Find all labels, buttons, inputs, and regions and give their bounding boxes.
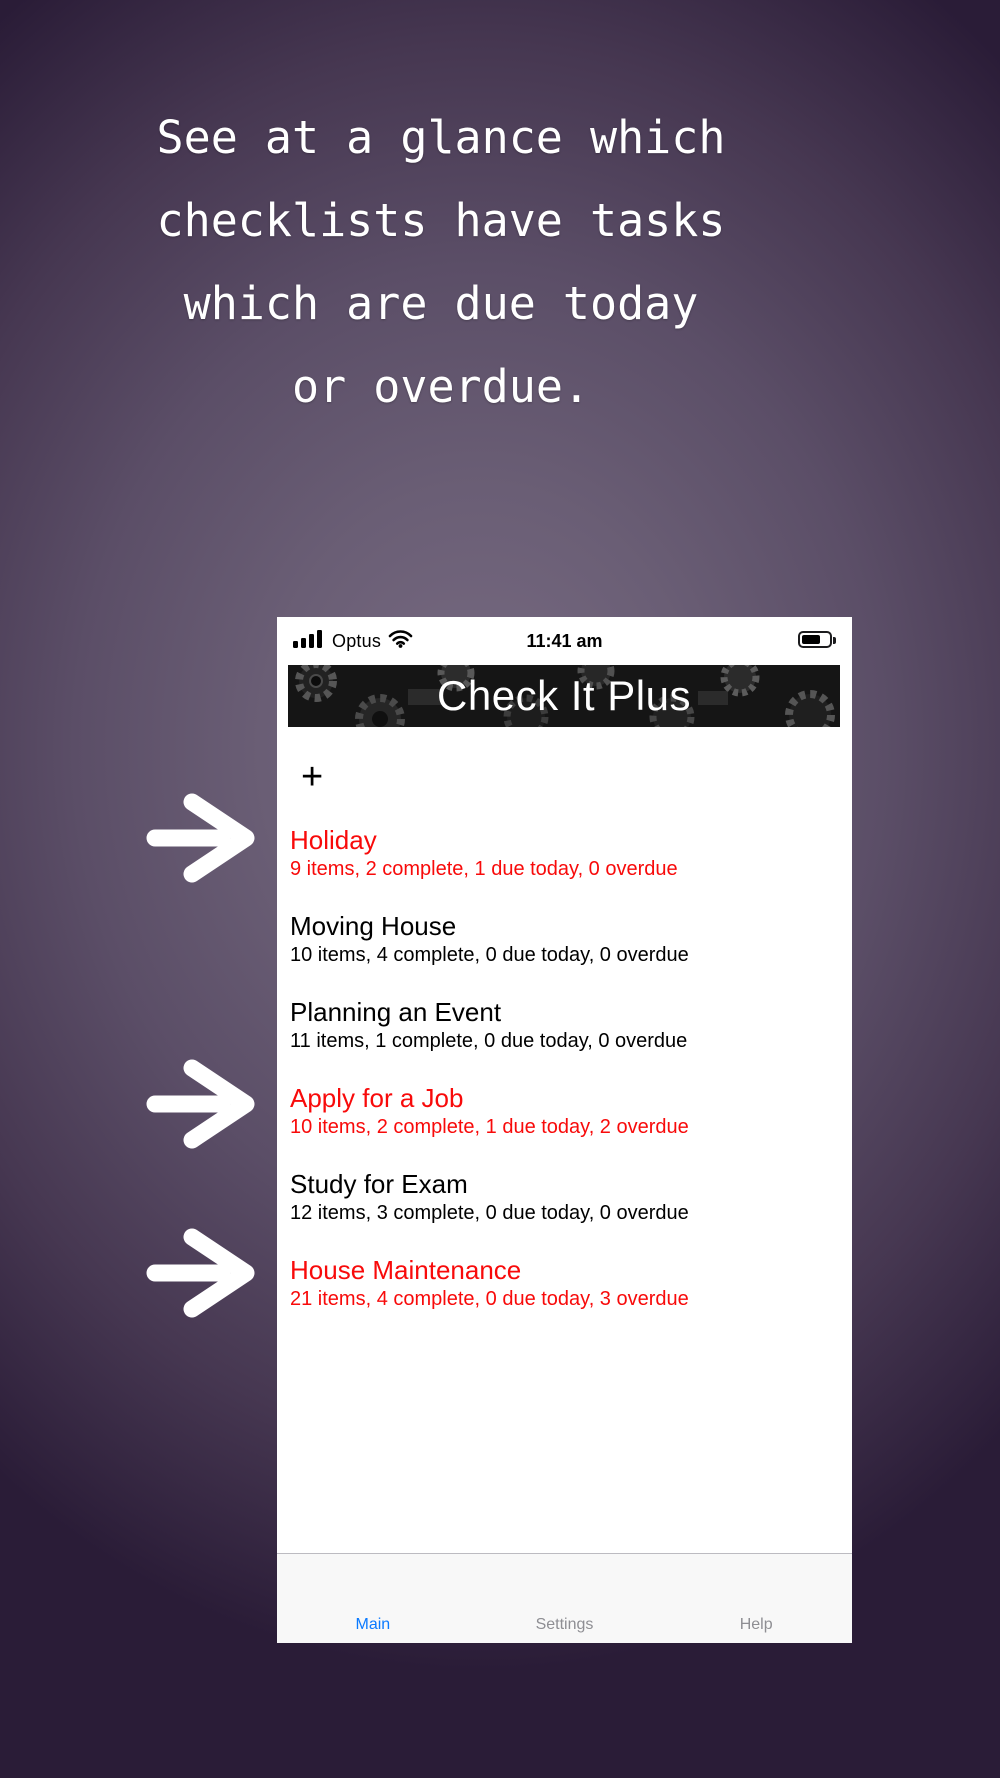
checklist-summary: 10 items, 2 complete, 1 due today, 2 overdue: [290, 1116, 689, 1138]
phone-screenshot: [277, 617, 852, 1643]
headline-line: or overdue.: [291, 360, 590, 413]
battery-fill: [802, 635, 820, 644]
clock: 11:41 am: [526, 630, 603, 651]
checklist-name: Holiday: [290, 825, 377, 855]
tab-bar: [277, 1553, 852, 1643]
checklist-row[interactable]: [290, 1169, 844, 1227]
arrow-right-icon: [146, 792, 258, 884]
checklist-name: Apply for a Job: [290, 1083, 464, 1113]
tab-label: Main: [355, 1616, 391, 1633]
arrow-right-icon: [146, 1058, 258, 1150]
add-checklist-button[interactable]: +: [301, 756, 324, 798]
headline-line: See at a glance which: [156, 111, 726, 164]
tab-help[interactable]: [660, 1554, 852, 1643]
checklist-summary: 11 items, 1 complete, 0 due today, 0 overdue: [290, 1030, 688, 1052]
app-header: [288, 665, 840, 727]
battery-icon: [798, 631, 832, 648]
checklist-row[interactable]: [290, 911, 844, 969]
tab-label: Help: [739, 1616, 773, 1633]
tab-settings[interactable]: [469, 1554, 661, 1643]
status-bar: [277, 617, 852, 665]
checklist-summary: 10 items, 4 complete, 0 due today, 0 overdue: [290, 944, 689, 966]
checklist-summary: 12 items, 3 complete, 0 due today, 0 overdue: [290, 1202, 689, 1224]
headline-line: which are due today: [183, 277, 699, 330]
app-title: Check It Plus: [437, 672, 691, 719]
arrow-right-icon: [146, 1227, 258, 1319]
checklist-name: Planning an Event: [290, 997, 502, 1027]
checklist-row[interactable]: [290, 1255, 844, 1313]
tab-main[interactable]: [277, 1554, 469, 1643]
headline: [0, 96, 882, 428]
checklist-row[interactable]: [290, 997, 844, 1055]
checklist-name: House Maintenance: [290, 1255, 522, 1285]
checklist-row[interactable]: [290, 825, 844, 883]
battery-tip: [833, 637, 836, 644]
checklist-list: [290, 825, 844, 1341]
checklist-name: Moving House: [290, 911, 457, 941]
carrier-label: Optus: [332, 630, 382, 651]
checklist-row[interactable]: [290, 1083, 844, 1141]
checklist-name: Study for Exam: [290, 1169, 468, 1199]
checklist-summary: 9 items, 2 complete, 1 due today, 0 overdue: [290, 858, 678, 880]
checklist-summary: 21 items, 4 complete, 0 due today, 3 overdue: [290, 1288, 689, 1310]
headline-line: checklists have tasks: [156, 194, 726, 247]
tab-label: Settings: [535, 1616, 594, 1633]
